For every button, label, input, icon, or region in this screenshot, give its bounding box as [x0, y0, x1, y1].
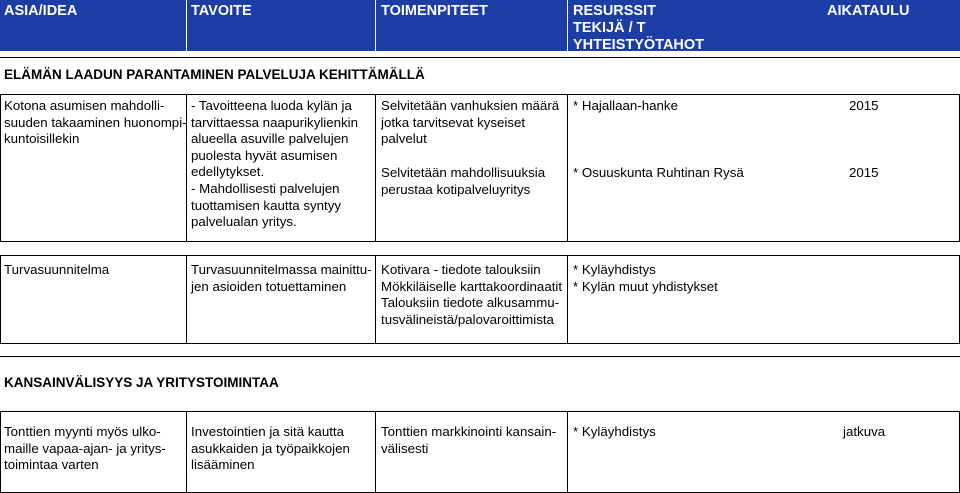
header-resurssit: RESURSSIT TEKIJÄ / T YHTEISTYÖTAHOT	[573, 3, 705, 53]
section-title-kansainvalisyys: KANSAINVÄLISYYS JA YRITYSTOIMINTAA	[4, 375, 279, 390]
header-tavoite: TAVOITE	[191, 3, 252, 19]
cell-divider	[375, 255, 376, 344]
section-divider	[0, 356, 960, 357]
row1-toimenpiteet-2: Selvitetään mahdollisuuksia perustaa kotipalveluyritys	[381, 165, 546, 197]
header-divider	[186, 0, 187, 51]
row3-toimenpiteet: Tonttien markkinointi kansain- välisesti	[381, 424, 557, 456]
header-divider	[567, 0, 568, 51]
row2-toimenpiteet: Kotivara - tiedote talouksiin Mökkiläiselle karttakoordinaatit Talouksiin tiedote alkusammu- tusvälineistä/palovaroittimista	[381, 262, 563, 327]
cell-divider	[567, 255, 568, 344]
cell-divider	[375, 94, 376, 242]
table-header	[0, 0, 960, 51]
header-toimenpiteet: TOIMENPITEET	[381, 3, 488, 19]
row1-asia: Kotona asumisen mahdolli- suuden takaaminen huonompi- kuntoisillekin	[4, 98, 187, 147]
row1-resurssit-1: * Hajallaan-hanke	[573, 98, 678, 113]
row1-aikataulu-1: 2015	[849, 98, 879, 113]
row2-asia: Turvasuunnitelma	[4, 262, 110, 277]
row2-resurssit: * Kyläyhdistys * Kylän muut yhdistykset	[573, 262, 718, 294]
cell-divider	[186, 255, 187, 344]
row3-asia: Tonttien myynti myös ulko- maille vapaa-ajan- ja yritys- toimintaa varten	[4, 424, 166, 473]
header-divider	[375, 0, 376, 51]
cell-divider	[567, 94, 568, 242]
cell-divider	[186, 411, 187, 493]
header-asia-idea: ASIA/IDEA	[4, 3, 78, 19]
row3-resurssit: * Kyläyhdistys	[573, 424, 656, 439]
row1-aikataulu-2: 2015	[849, 165, 879, 180]
row3-aikataulu: jatkuva	[843, 424, 886, 439]
header-aikataulu: AIKATAULU	[827, 3, 910, 19]
section-title-elaman-laatu: ELÄMÄN LAADUN PARANTAMINEN PALVELUJA KEHITTÄMÄLLÄ	[4, 67, 425, 82]
row3-tavoite: Investointien ja sitä kautta asukkaiden ja työpaikkojen lisääminen	[191, 424, 350, 473]
section-divider	[0, 57, 960, 58]
row2-tavoite: Turvasuunnitelmassa mainittu- jen asioiden totuettaminen	[191, 262, 372, 294]
cell-divider	[375, 411, 376, 493]
row1-tavoite: - Tavoitteena luoda kylän ja tarvittaessa naapurikylienkin alueella asuville palvelujen puolesta hyvät asumisen edellytykset. - Mahdollisesti palvelujen tuottamisen kautta syntyy palvelualan yritys.	[191, 98, 359, 230]
row1-toimenpiteet-1: Selvitetään vanhuksien määrä jotka tarvitsevat kyseiset palvelut	[381, 98, 560, 147]
cell-divider	[567, 411, 568, 493]
row1-resurssit-2: * Osuuskunta Ruhtinan Rysä	[573, 165, 744, 180]
